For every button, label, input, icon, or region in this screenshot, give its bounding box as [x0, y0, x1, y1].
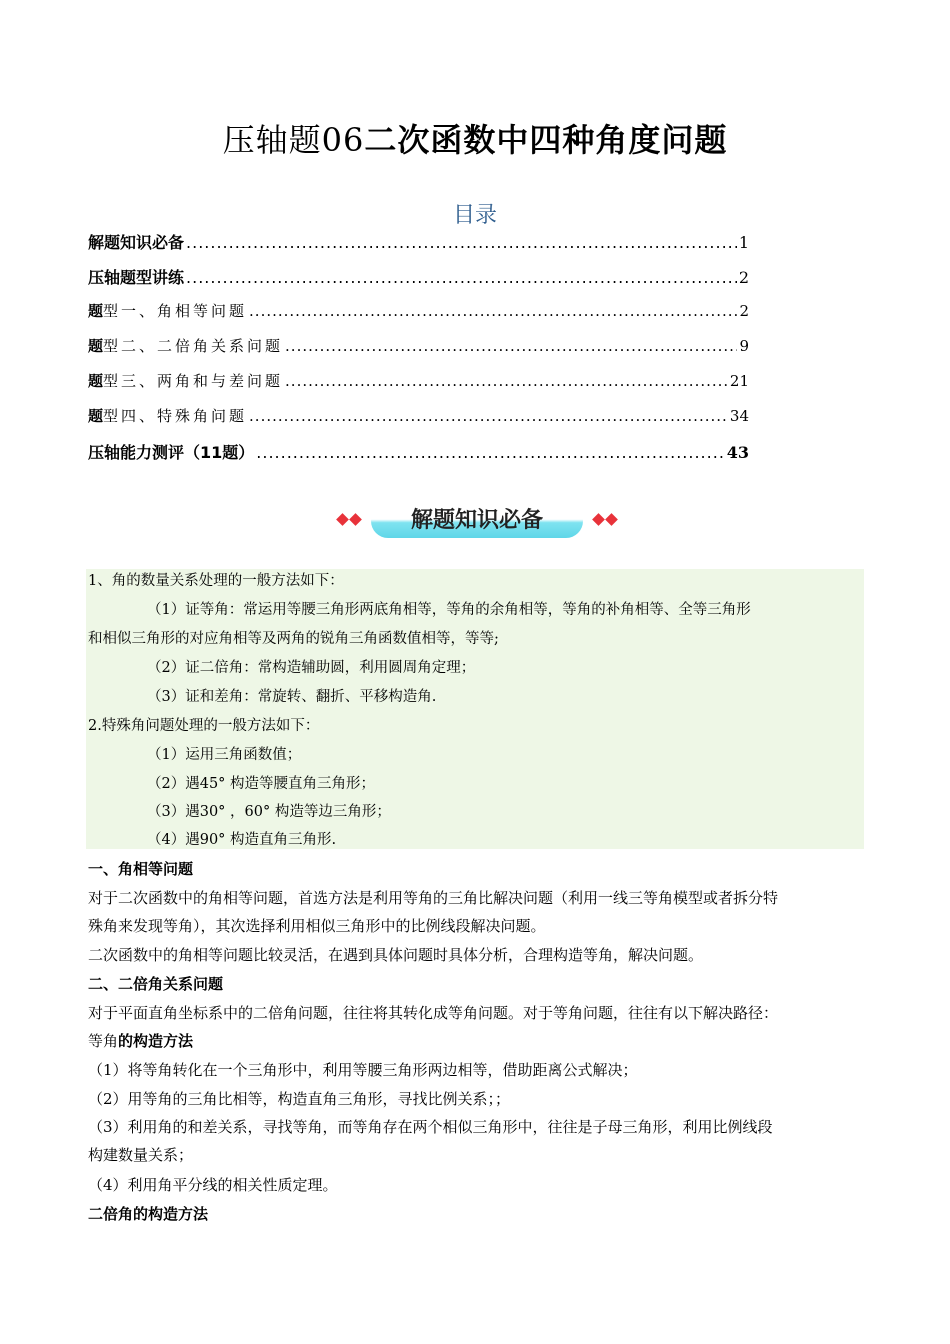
list-item: 构建数量关系；	[88, 1146, 194, 1164]
summary-line: （3）证和差角：常旋转、翻折、平移构造角.	[147, 689, 437, 705]
subheading: 等角的构造方法	[88, 1032, 194, 1050]
toc-entry-knowledge[interactable]	[88, 230, 749, 265]
diamond-icon	[336, 513, 349, 526]
summary-line: （2）遇45° 构造等腰直角三角形；	[147, 776, 376, 792]
toc-entry-label: 题型一、角相等问题	[88, 302, 248, 320]
toc-entry-type2[interactable]	[88, 335, 749, 370]
summary-line: 2.特殊角问题处理的一般方法如下：	[88, 718, 320, 734]
toc-entry-assessment[interactable]	[88, 440, 749, 475]
toc-leader	[249, 302, 737, 320]
toc-entry-page: 34	[729, 407, 749, 425]
list-item: （2）用等角的三角比相等，构造直角三角形，寻找比例关系；；	[88, 1090, 511, 1108]
list-item: （3）利用角的和差关系，寻找等角，而等角存在两个相似三角形中，往往是子母三角形，利用比例线段	[88, 1118, 773, 1136]
summary-line: （1）运用三角函数值；	[147, 747, 302, 763]
toc-entry-label: 解题知识必备	[88, 233, 185, 252]
toc-entry-type3[interactable]	[88, 370, 749, 405]
toc-entry-label: 压轴能力测评（11题）	[88, 443, 255, 462]
toc-entry-practice[interactable]	[88, 265, 749, 300]
toc-leader	[249, 407, 728, 425]
toc-leader	[285, 337, 737, 355]
toc-entry-label: 题型二、二倍角关系问题	[88, 337, 284, 355]
list-item: （1）将等角转化在一个三角形中，利用等腰三角形两边相等，借助距离公式解决；	[88, 1061, 638, 1079]
summary-line: （2）证二倍角：常构造辅助圆，利用圆周角定理；	[147, 660, 476, 676]
toc-entry-type1[interactable]	[88, 300, 749, 335]
paragraph: 殊角来发现等角），其次选择利用相似三角形中的比例线段解决问题。	[88, 917, 546, 935]
diamond-icon	[592, 513, 605, 526]
toc-leader	[186, 233, 737, 252]
list-item: （4）利用角平分线的相关性质定理。	[88, 1176, 338, 1194]
paragraph: 对于平面直角坐标系中的二倍角问题，往往将其转化成等角问题。对于等角问题，往往有以下解决路径：	[88, 1004, 779, 1022]
toc-entry-page: 9	[739, 337, 749, 355]
summary-line: （3）遇30° ，60° 构造等边三角形；	[147, 804, 391, 820]
table-of-contents	[88, 230, 749, 475]
summary-line: （4）遇90° 构造直角三角形.	[147, 832, 337, 848]
paragraph: 二次函数中的角相等问题比较灵活，在遇到具体问题时具体分析，合理构造等角，解决问题。	[88, 946, 704, 964]
section-banner	[335, 502, 619, 540]
page-title-bold: 二次函数中四种角度问题	[364, 121, 728, 159]
toc-leader	[256, 443, 724, 462]
paragraph: 对于二次函数中的角相等问题，首选方法是利用等角的三角比解决问题（利用一线三等角模型或者拆分特	[88, 889, 779, 907]
diamond-icon	[605, 513, 618, 526]
toc-entry-label: 题型四、特殊角问题	[88, 407, 248, 425]
section-heading: 二、二倍角关系问题	[88, 975, 224, 993]
toc-entry-type4[interactable]	[88, 405, 749, 440]
toc-heading: 目录	[452, 203, 497, 228]
page-title	[0, 115, 950, 161]
toc-entry-label: 题型三、两角和与差问题	[88, 372, 284, 390]
toc-entry-page: 2	[739, 302, 749, 320]
subheading: 二倍角的构造方法	[88, 1205, 209, 1223]
toc-leader	[285, 372, 728, 390]
summary-line: 1、角的数量关系处理的一般方法如下：	[88, 573, 344, 589]
banner-text: 解题知识必备	[410, 508, 543, 533]
page-title-normal: 压轴题06	[222, 121, 365, 159]
summary-line: （1）证等角：常运用等腰三角形两底角相等，等角的余角相等，等角的补角相等、全等三角形	[147, 602, 751, 618]
toc-entry-page: 21	[729, 372, 749, 390]
toc-entry-label: 压轴题型讲练	[88, 268, 185, 287]
toc-entry-page: 43	[726, 443, 749, 462]
section-heading: 一、角相等问题	[88, 860, 194, 878]
toc-leader	[186, 268, 737, 287]
toc-entry-page: 2	[738, 268, 749, 287]
toc-entry-page: 1	[738, 233, 749, 252]
diamond-icon	[349, 513, 362, 526]
summary-line: 和相似三角形的对应角相等及两角的锐角三角函数值相等，等等;	[88, 631, 499, 647]
